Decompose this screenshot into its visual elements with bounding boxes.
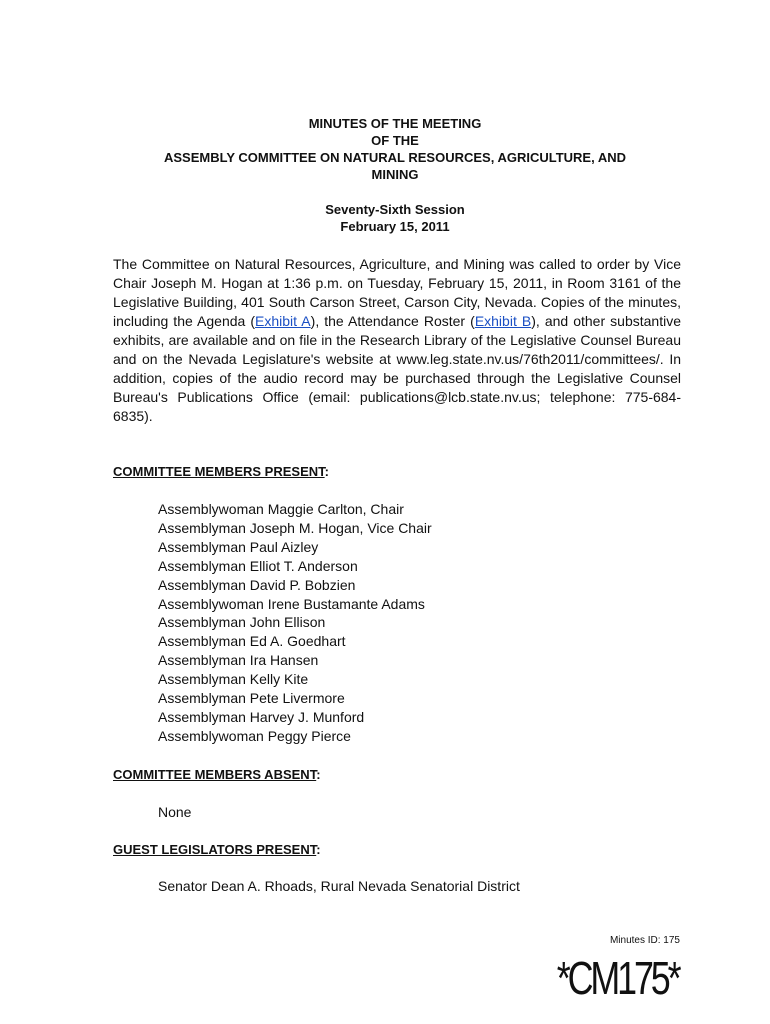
- guests-value: Senator Dean A. Rhoads, Rural Nevada Senatorial District: [158, 878, 520, 894]
- members-present-colon: :: [324, 464, 329, 479]
- list-item: Assemblywoman Peggy Pierce: [158, 727, 351, 744]
- members-present-list: [158, 500, 432, 746]
- members-absent-value: None: [158, 804, 192, 820]
- session-date: February 15, 2011: [340, 219, 450, 234]
- session-info: [100, 201, 690, 235]
- intro-text-3: ), and other substantive exhibits, are available and on file in the Research Library of the Legislative Counsel Bureau and on the Nevada Legislature's website at www.leg.state.nv.us/76th2011/committees/. In addition, copies of the audio record may be purchased through the Legislative Counsel Bureau's Publications Office (email: publications@lcb.state.nv.us; telephone: 775-684-6835).: [113, 313, 681, 424]
- session-name: Seventy-Sixth Session: [325, 202, 465, 217]
- title-line-3: ASSEMBLY COMMITTEE ON NATURAL RESOURCES, AGRICULTURE, AND: [163, 150, 626, 165]
- list-item: Assemblywoman Maggie Carlton, Chair: [158, 501, 404, 517]
- guests-heading: [113, 841, 321, 858]
- list-item: Assemblyman Harvey J. Munford: [158, 708, 365, 725]
- title-line-4: MINING: [371, 167, 419, 182]
- members-present-heading: [113, 463, 329, 480]
- intro-text-2: ), the Attendance Roster (: [310, 313, 475, 329]
- list-item: Assemblyman Kelly Kite: [158, 671, 309, 688]
- list-item: Assemblyman Ira Hansen: [158, 652, 319, 669]
- list-item: Assemblyman Joseph M. Hogan, Vice Chair: [158, 519, 432, 536]
- list-item: Assemblyman John Ellison: [158, 614, 326, 631]
- members-present-heading-text: COMMITTEE MEMBERS PRESENT: [113, 464, 325, 479]
- exhibit-a-link[interactable]: Exhibit A: [255, 313, 311, 329]
- document-title: [100, 115, 690, 183]
- title-line-1: MINUTES OF THE MEETING: [308, 116, 482, 131]
- guests-heading-text: GUEST LEGISLATORS PRESENT: [113, 842, 317, 857]
- list-item: Assemblyman Elliot T. Anderson: [158, 557, 358, 574]
- list-item: Assemblyman Ed A. Goedhart: [158, 633, 346, 650]
- minutes-id: Minutes ID: 175: [609, 935, 680, 946]
- list-item: Assemblyman David P. Bobzien: [158, 576, 356, 593]
- members-absent-heading-text: COMMITTEE MEMBERS ABSENT: [113, 767, 317, 782]
- intro-paragraph: [113, 255, 681, 426]
- list-item: Assemblyman Paul Aizley: [158, 538, 319, 555]
- intro-text-1: The Committee on Natural Resources, Agriculture, and Mining was called to order by Vice Chair Joseph M. Hogan at 1:36 p.m. on Tuesday, February 15, 2011, in Room 3161 of the Legislative Building, 401 South Carson Street, Carson City, Nevada. Copies of the minutes, including the Agenda (: [113, 256, 681, 329]
- guests-colon: :: [316, 842, 321, 857]
- members-absent-heading: [113, 766, 321, 783]
- exhibit-b-link[interactable]: Exhibit B: [474, 313, 532, 329]
- members-absent-colon: :: [316, 767, 321, 782]
- title-line-2: OF THE: [371, 133, 419, 148]
- list-item: Assemblywoman Irene Bustamante Adams: [158, 595, 425, 612]
- list-item: Assemblyman Pete Livermore: [158, 690, 345, 707]
- barcode: *CM175*: [556, 952, 679, 1004]
